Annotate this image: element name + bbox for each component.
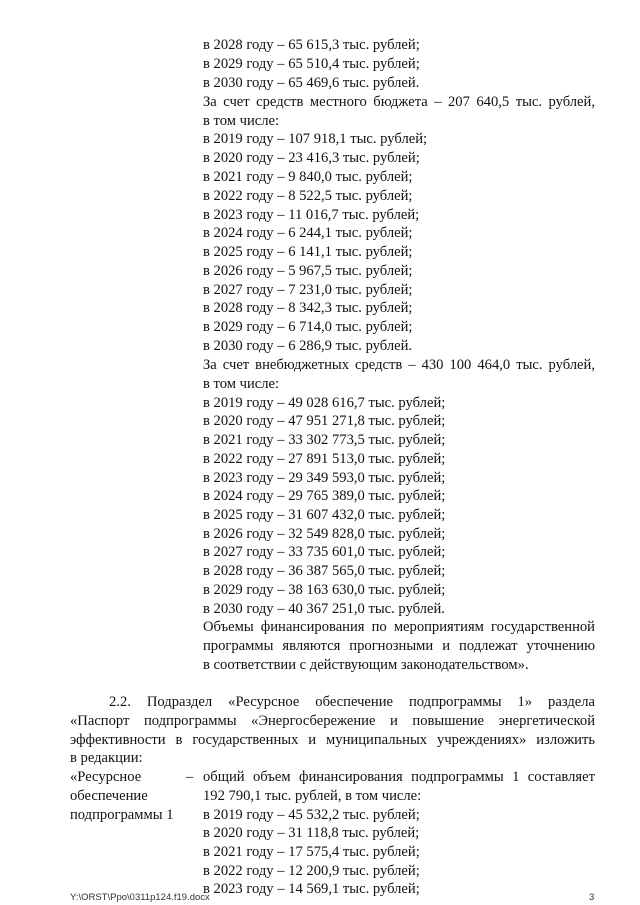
local-budget-line: в 2028 году – 8 342,3 тыс. рублей;	[203, 300, 413, 316]
extra-budget-line: в 2027 году – 33 735 601,0 тыс. рублей;	[203, 544, 446, 560]
local-budget-line: в 2026 году – 5 967,5 тыс. рублей;	[203, 263, 413, 279]
local-budget-line: в 2030 году – 6 286,9 тыс. рублей.	[203, 338, 413, 354]
section-2-2-line: «Паспорт подпрограммы «Энергосбережение и повышение энергетической	[70, 713, 595, 729]
resource-total-line: общий объем финансирования подпрограммы 1 составляет	[203, 769, 595, 785]
section-2-2-line: в редакции:	[70, 750, 143, 766]
text-line: в 2030 году – 65 469,6 тыс. рублей.	[203, 75, 420, 91]
resource-year-line: в 2021 году – 17 575,4 тыс. рублей;	[203, 844, 420, 860]
local-budget-header: За счет средств местного бюджета – 207 640,5 тыс. рублей,	[203, 94, 595, 110]
resource-year-line: в 2020 году – 31 118,8 тыс. рублей;	[203, 825, 420, 841]
extra-budget-line: в 2019 году – 49 028 616,7 тыс. рублей;	[203, 395, 446, 411]
local-budget-line: в 2020 году – 23 416,3 тыс. рублей;	[203, 150, 420, 166]
text-line: в 2029 году – 65 510,4 тыс. рублей;	[203, 56, 420, 72]
section-2-2-line: 2.2. Подраздел «Ресурсное обеспечение подпрограммы 1» раздела	[109, 694, 595, 710]
resource-year-line: в 2019 году – 45 532,2 тыс. рублей;	[203, 807, 420, 823]
local-budget-line: в 2027 году – 7 231,0 тыс. рублей;	[203, 282, 413, 298]
extra-budget-header: За счет внебюджетных средств – 430 100 464,0 тыс. рублей,	[203, 357, 595, 373]
resource-label: «Ресурсное	[70, 769, 142, 785]
resource-dash: –	[186, 769, 194, 785]
text-line: в том числе:	[203, 376, 280, 392]
resource-total-line: 192 790,1 тыс. рублей, в том числе:	[203, 788, 422, 804]
local-budget-line: в 2023 году – 11 016,7 тыс. рублей;	[203, 207, 420, 223]
note-line: программы являются прогнозными и подлежат уточнению	[203, 638, 595, 654]
footer-page-number: 3	[589, 892, 595, 903]
text-line: в 2028 году – 65 615,3 тыс. рублей;	[203, 37, 420, 53]
local-budget-line: в 2021 году – 9 840,0 тыс. рублей;	[203, 169, 413, 185]
resource-label: подпрограммы 1	[70, 807, 174, 823]
extra-budget-line: в 2021 году – 33 302 773,5 тыс. рублей;	[203, 432, 446, 448]
extra-budget-line: в 2022 году – 27 891 513,0 тыс. рублей;	[203, 451, 446, 467]
extra-budget-line: в 2020 году – 47 951 271,8 тыс. рублей;	[203, 413, 446, 429]
extra-budget-line: в 2029 году – 38 163 630,0 тыс. рублей;	[203, 582, 446, 598]
local-budget-line: в 2022 году – 8 522,5 тыс. рублей;	[203, 188, 413, 204]
extra-budget-line: в 2025 году – 31 607 432,0 тыс. рублей;	[203, 507, 446, 523]
note-line: в соответствии с действующим законодательством».	[203, 657, 529, 673]
local-budget-line: в 2029 году – 6 714,0 тыс. рублей;	[203, 319, 413, 335]
local-budget-line: в 2025 году – 6 141,1 тыс. рублей;	[203, 244, 413, 260]
resource-year-line: в 2023 году – 14 569,1 тыс. рублей;	[203, 881, 420, 897]
footer-file-path: Y:\ORST\Ppo\0311p124.f19.docx	[70, 892, 210, 903]
resource-label: обеспечение	[70, 788, 148, 804]
resource-year-line: в 2022 году – 12 200,9 тыс. рублей;	[203, 863, 420, 879]
extra-budget-line: в 2028 году – 36 387 565,0 тыс. рублей;	[203, 563, 446, 579]
extra-budget-line: в 2026 году – 32 549 828,0 тыс. рублей;	[203, 526, 446, 542]
local-budget-line: в 2019 году – 107 918,1 тыс. рублей;	[203, 131, 428, 147]
extra-budget-line: в 2030 году – 40 367 251,0 тыс. рублей.	[203, 601, 445, 617]
text-line: в том числе:	[203, 113, 280, 129]
section-2-2-line: эффективности в государственных и муниципальных учреждениях» изложить	[70, 732, 595, 748]
extra-budget-line: в 2023 году – 29 349 593,0 тыс. рублей;	[203, 470, 446, 486]
extra-budget-line: в 2024 году – 29 765 389,0 тыс. рублей;	[203, 488, 446, 504]
local-budget-line: в 2024 году – 6 244,1 тыс. рублей;	[203, 225, 413, 241]
note-line: Объемы финансирования по мероприятиям государственной	[203, 619, 595, 635]
